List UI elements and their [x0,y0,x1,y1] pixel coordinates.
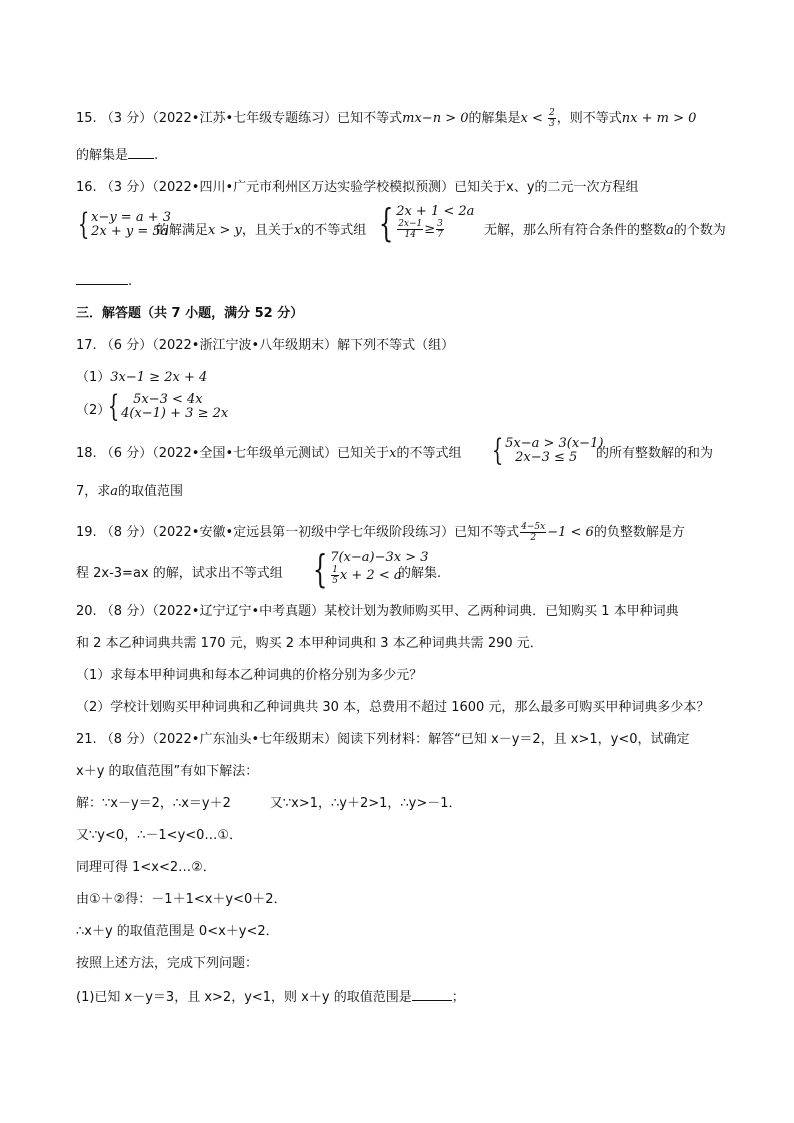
q21-line8: 按照上述方法，完成下列问题： [76,956,259,971]
q15-fraction: $\frac{2}{3}$ [549,108,555,129]
q18-system: { 5x−a > 3(x−1) 2x−3 ≤ 5 [491,433,604,468]
q19-line2a: 程 2x-3=ax 的解，试求出不等式组 [76,566,283,581]
brace-icon: { [491,433,504,468]
q20-part1: （1）求每本甲种词典和每本乙种词典的价格分别为多少元？ [76,668,423,683]
q19-line1: 19. （8 分）（2022•安徽•定远县第一初级中学七年级阶段练习）已知不等式 $\frac{4-5x}{2}$ −1 < 6的负整数解是方 [76,522,685,543]
q19-system: { 7(x−a)−3x > 3 $\frac{1}{5}$ x + 2 < a [312,546,429,591]
q17-line: 17. （6 分）（2022•浙江宁波•八年级期末）解下列不等式（组） [76,338,455,353]
q21-answer-blank[interactable] [412,988,452,1001]
q17-part1: （1）3x−1 ≥ 2x + 4 [76,370,208,385]
q17-part2-system: { 5x−3 < 4x 4(x−1) + 3 ≥ 2x [107,389,229,424]
q21-line9: (1)已知 x－y＝3，且 x>2，y<1，则 x＋y 的取值范围是 ； [76,990,465,1005]
q15-mid2: ，则不等式 [556,111,622,126]
q16-line2-text-b: 无解，那么所有符合条件的整数a的个数为 [484,223,726,238]
brace-icon: { [107,389,120,424]
q21-line1: 21. （8 分）（2022•广东汕头•七年级期末）阅读下列材料：解答“已知 x－y＝2，且 x>1，y<0，试确定 [76,732,690,747]
q15-solution-set: x < [520,111,548,126]
q15-answer-blank[interactable] [128,146,154,159]
brace-icon: { [77,207,90,242]
q16-line3: . [76,272,132,290]
q21-line3: 解：∵x－y＝2，∴x＝y＋2 又∵x>1，∴y＋2>1，∴y>－1． [76,796,462,811]
q16-system1: { x−y = a + 3 2x + y = 5a [77,207,171,242]
q18-line2: 7，求a的取值范围 [76,484,184,499]
q15-target-inequality: nx + m > 0 [621,111,697,126]
q21-line6: 由①＋②得：－1＋1<x＋y<0＋2． [76,892,287,907]
q15-line2: 的解集是 . [76,148,159,163]
q18-line1: 18. （6 分）（2022•全国•七年级单元测试）已知关于x的不等式组 [76,446,462,461]
q15-line1 [76,108,696,129]
q18-line1-suffix: 的所有整数解的和为 [596,446,714,461]
q21-line2: x＋y 的取值范围”有如下解法： [76,764,259,779]
q20-part2: （2）学校计划购买甲种词典和乙种词典共 30 本，总费用不超过 1600 元，那么最多可购买甲种词典多少本？ [76,700,710,715]
q17-part2-label: （2） [76,403,111,418]
q16-line2-text-a: 的解满足x > y，且关于x的不等式组 [156,223,367,238]
brace-icon: { [312,546,328,591]
q19-line2b: 的解集. [398,566,442,581]
q15-inequality: mx−n > 0 [402,111,469,126]
brace-icon: { [378,200,394,245]
q16-line1: 16. （3 分）（2022•四川•广元市利州区万达实验学校模拟预测）已知关于x、y的二元一次方程组 [76,180,639,195]
q15-mid1: 的解集是 [468,111,521,126]
q16-answer-blank[interactable] [76,272,128,285]
q21-line4: 又∵y<0，∴－1<y<0…①． [76,828,243,843]
q20-line2: 和 2 本乙种词典共需 170 元，购买 2 本甲种词典和 3 本乙种词典共需 290 元． [76,636,543,651]
q20-line1: 20. （8 分）（2022•辽宁辽宁•中考真题）某校计划为教师购买甲、乙两种词典．已知购买 1 本甲种词典 [76,604,679,619]
q16-system2: { 2x + 1 < 2a $\frac{2x-1}{14}$ ≥ $\frac{3}{7}$ [378,200,475,245]
q15-answer-prompt: 的解集是 [76,148,129,163]
q21-line5: 同理可得 1<x<2…②． [76,860,216,875]
section-heading: 三．解答题（共 7 小题，满分 52 分） [76,306,304,321]
q15-prefix: 15. （3 分）（2022•江苏•七年级专题练习）已知不等式 [76,111,403,126]
q19-fraction: $\frac{4-5x}{2}$ [521,522,546,543]
q21-line7: ∴x＋y 的取值范围是 0<x＋y<2． [76,924,279,939]
